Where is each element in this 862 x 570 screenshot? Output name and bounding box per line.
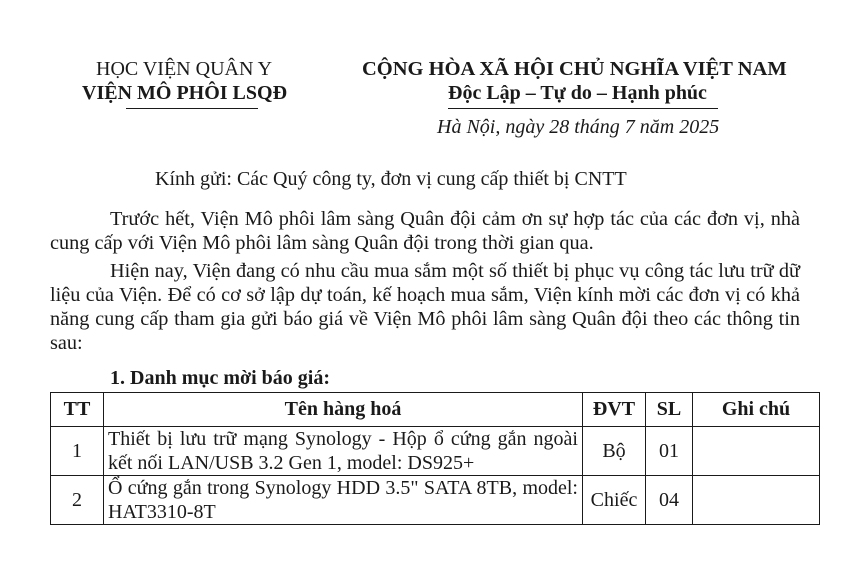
paragraph-thanks [50, 207, 800, 255]
header-qty: SL [646, 393, 693, 427]
row-tt: 1 [51, 427, 104, 476]
paragraph-thanks-text: Trước hết, Viện Mô phôi lâm sàng Quân đội cảm ơn sự hợp tác của các đơn vị, nhà cung cấp với Viện Mô phôi lâm sàng Quân đội trong thời gian qua. [50, 208, 800, 254]
row-qty: 01 [646, 427, 693, 476]
header-note: Ghi chú [693, 393, 820, 427]
national-title: CỘNG HÒA XÃ HỘI CHỦ NGHĨA VIỆT NAM [362, 58, 787, 80]
row-unit: Chiếc [583, 476, 646, 525]
header-unit: ĐVT [583, 393, 646, 427]
row-qty: 04 [646, 476, 693, 525]
section-title: 1. Danh mục mời báo giá: [110, 367, 330, 389]
row-name: Thiết bị lưu trữ mạng Synology - Hộp ổ cứng gắn ngoài kết nối LAN/USB 3.2 Gen 1, model: DS925+ [104, 427, 583, 476]
right-header-underline [448, 108, 718, 109]
header-tt: TT [51, 393, 104, 427]
table-row [51, 427, 820, 476]
left-header-underline [126, 108, 258, 109]
row-name: Ổ cứng gắn trong Synology HDD 3.5" SATA 8TB, model: HAT3310-8T [104, 476, 583, 525]
row-tt: 2 [51, 476, 104, 525]
row-note [693, 476, 820, 525]
table-header-row [51, 393, 820, 427]
table-row [51, 476, 820, 525]
quotation-table [50, 392, 820, 525]
paragraph-request [50, 259, 800, 355]
date-line: Hà Nội, ngày 28 tháng 7 năm 2025 [437, 116, 720, 138]
department-name: VIỆN MÔ PHÔI LSQĐ [82, 82, 288, 104]
institute-name: HỌC VIỆN QUÂN Y [96, 58, 273, 80]
row-unit: Bộ [583, 427, 646, 476]
national-motto: Độc Lập – Tự do – Hạnh phúc [448, 82, 707, 104]
paragraph-request-text: Hiện nay, Viện đang có nhu cầu mua sắm một số thiết bị phục vụ công tác lưu trữ dữ liệu của Viện. Để có cơ sở lập dự toán, kế hoạch mua sắm, Viện kính mời các đơn vị có khả năng cung cấp tham gia gửi báo giá về Viện Mô phôi lâm sàng Quân đội theo các thông tin sau: [50, 260, 800, 354]
header-name: Tên hàng hoá [104, 393, 583, 427]
row-note [693, 427, 820, 476]
salutation: Kính gửi: Các Quý công ty, đơn vị cung cấp thiết bị CNTT [155, 168, 627, 190]
